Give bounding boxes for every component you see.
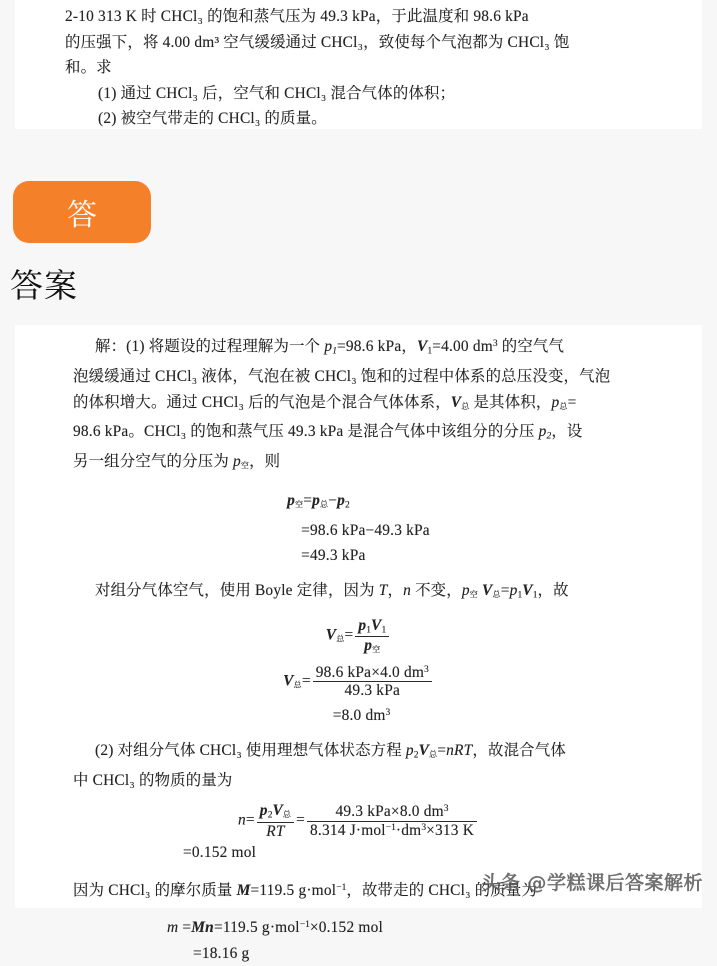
var-p2: p (538, 423, 547, 441)
t: 是其体积， (469, 393, 552, 411)
t: 98.6 kPa×4.0 dm (315, 663, 425, 681)
var-p2: p (259, 802, 268, 820)
var-p1: p (324, 337, 333, 355)
spacer (15, 608, 702, 617)
op: = (303, 491, 313, 509)
op: = (500, 581, 510, 599)
t: 的体积增大。通过 CHCl₃ 后的气泡是个混合气体体系， (73, 393, 451, 411)
var-p1: p (358, 617, 367, 635)
var-V1: V (371, 617, 382, 635)
equation-3-result (15, 700, 702, 729)
sub: 总 (429, 749, 438, 759)
question-line-4: (1) 通过 CHCl₃ 后，空气和 CHCl₃ 混合气体的体积； (98, 84, 456, 102)
var-p: p (287, 491, 296, 509)
var-V: V (482, 581, 493, 599)
answer-badge-button[interactable] (13, 181, 151, 243)
sup: 3 (492, 338, 498, 349)
sub: 总 (461, 401, 470, 411)
sub: 2 (546, 430, 552, 442)
t: 98.6 kPa。CHCl₃ 的饱和蒸气压 49.3 kPa 是混合气体中该组分的分压 (73, 423, 539, 441)
t: =119.5 g·mol (213, 919, 300, 937)
watermark-text: 头条 @学糕课后答案解析 (481, 872, 703, 894)
var-n: n (403, 581, 412, 599)
solution-para1-line3 (15, 390, 702, 420)
sub: 总 (282, 810, 292, 820)
var-V1: V (416, 337, 428, 355)
t: 8.314 J·mol (310, 821, 386, 839)
spacer (15, 793, 702, 802)
sup: 3 (424, 663, 429, 675)
question-scan-block (15, 0, 702, 129)
var-m: m (167, 919, 179, 937)
equation-3-result-body (327, 700, 391, 729)
sub: 2 (267, 809, 273, 821)
numerator (355, 617, 389, 636)
sub: 1 (517, 589, 523, 601)
op: = (301, 672, 311, 690)
sub: 1 (427, 345, 433, 357)
op: = (245, 811, 255, 829)
sub: 空 (295, 499, 304, 509)
sub: 1 (532, 589, 538, 601)
var-V: V (325, 626, 337, 644)
solution-para1-line2: 泡缓缓通过 CHCl₃ 液体，气泡在被 CHCl₃ 饱和的过程中体系的总压没变，气泡 (73, 368, 611, 386)
fraction (313, 664, 432, 700)
t: 因为 CHCl₃ 的摩尔质量 (73, 881, 237, 899)
var-M: M (236, 881, 251, 899)
sub: 2 (345, 499, 350, 511)
equation-4-result: =0.152 mol (183, 844, 257, 862)
t: ，设 (551, 423, 583, 441)
sup: −1 (385, 821, 396, 833)
equation-1-line2: =98.6 kPa−49.3 kPa (301, 521, 430, 539)
var-p: p (364, 637, 373, 655)
sup: −1 (336, 881, 347, 893)
var-p: p (461, 581, 470, 599)
sub: 1 (332, 345, 337, 357)
var-V: V (450, 393, 462, 411)
t: ·dm (395, 821, 422, 839)
sub: 空 (372, 645, 381, 655)
equation-1 (15, 488, 702, 569)
t: 另一组分空气的分压为 (73, 453, 233, 471)
var-V: V (418, 741, 430, 759)
fraction (355, 617, 389, 655)
fraction-1 (257, 802, 294, 840)
solution-para2-line1 (15, 578, 702, 608)
solution-para3-line2: 中 CHCl₃ 的物质的量为 (73, 771, 233, 789)
t: 的空气气 (497, 337, 565, 355)
var-p: p (337, 491, 346, 509)
spacer (15, 569, 702, 578)
sub: 空 (240, 461, 250, 471)
numerator (307, 803, 477, 821)
var-nRT: nRT (446, 741, 473, 759)
t: 对组分气体空气，使用 Boyle 定律，因为 (95, 581, 379, 599)
var-n: n (237, 811, 246, 829)
solution-para1-line1 (15, 331, 702, 364)
question-line-2: 的压强下，将 4.00 dm³ 空气缓缓通过 CHCl₃，致使每个气泡都为 CHCl₃ 饱 (65, 33, 570, 51)
question-line-3: 和。求 (65, 59, 112, 77)
sup: 3 (443, 803, 449, 815)
t: 解：(1) 将题设的过程理解为一个 (95, 337, 325, 355)
var-V: V (272, 802, 283, 820)
spacer (15, 655, 702, 664)
equation-1-line3: =49.3 kPa (301, 547, 366, 565)
equation-1-body (287, 488, 430, 569)
equation-3 (15, 664, 702, 700)
t: =4.00 dm (432, 337, 493, 355)
t: = (567, 393, 577, 411)
t: ，故混合气体 (472, 741, 566, 759)
answer-scan-block (15, 325, 702, 962)
op: = (437, 741, 447, 759)
denominator (355, 636, 389, 655)
equation-5-result: =18.16 g (193, 944, 250, 962)
var-p1: p (509, 581, 518, 599)
op: = (344, 626, 354, 644)
sub: 总 (492, 589, 501, 599)
sub: 2 (413, 749, 419, 761)
answer-badge-label: 答 (67, 198, 97, 233)
page-title: 答案 (10, 266, 78, 305)
numerator (313, 664, 432, 682)
t: (2) 对组分气体 CHCl₃ 使用理想气体状态方程 (95, 741, 406, 759)
var-p: p (232, 453, 241, 471)
var-p: p (551, 393, 560, 411)
question-line-5: (2) 被空气带走的 CHCl₃ 的质量。 (98, 110, 327, 128)
t: ，故带走的 CHCl₃ 的质量为 (346, 881, 538, 899)
sub: 总 (559, 401, 568, 411)
t: ×0.152 mol (309, 919, 383, 937)
op: = (296, 811, 306, 829)
solution-para1-line5 (15, 449, 702, 479)
equation-2 (15, 617, 702, 655)
sub: 总 (293, 680, 302, 690)
var-Mn: Mn (191, 919, 214, 937)
var-V: V (283, 672, 294, 690)
t: ，故 (537, 581, 569, 599)
sub: 1 (366, 624, 371, 636)
solution-para3-line1 (15, 738, 702, 768)
op: − (328, 491, 338, 509)
solution-para1-line4 (15, 419, 702, 449)
equation-4 (15, 802, 702, 840)
spacer (15, 479, 702, 488)
t: =98.6 kPa， (337, 337, 417, 355)
t: ×313 K (426, 821, 475, 839)
sup: 3 (421, 821, 427, 833)
t: 不变， (411, 581, 462, 599)
t: ，则 (249, 453, 281, 471)
t: =8.0 dm (332, 707, 386, 724)
var-V1: V (522, 581, 533, 599)
sup: −1 (299, 919, 310, 931)
sub: 1 (381, 624, 387, 636)
question-line-1: 2-10 313 K 时 CHCl₃ 的饱和蒸气压为 49.3 kPa，于此温度和 98.6 kPa (65, 8, 529, 25)
equation-5 (15, 912, 702, 941)
numerator (257, 802, 294, 821)
op: = (182, 919, 192, 937)
spacer (15, 903, 702, 912)
sub: 总 (336, 634, 345, 644)
sub: 总 (320, 499, 329, 509)
var-p2: p (405, 741, 414, 759)
denominator: RT (257, 822, 294, 841)
t: =119.5 g·mol (250, 881, 337, 899)
var-p: p (312, 491, 321, 509)
denominator: 49.3 kPa (313, 681, 432, 700)
var-T: T (378, 581, 388, 599)
sup: 3 (385, 707, 391, 719)
denominator (307, 821, 477, 840)
spacer (15, 729, 702, 738)
fraction-2 (307, 803, 477, 839)
t: ， (387, 581, 404, 599)
t: 49.3 kPa×8.0 dm (335, 803, 444, 821)
sub: 空 (469, 589, 478, 599)
